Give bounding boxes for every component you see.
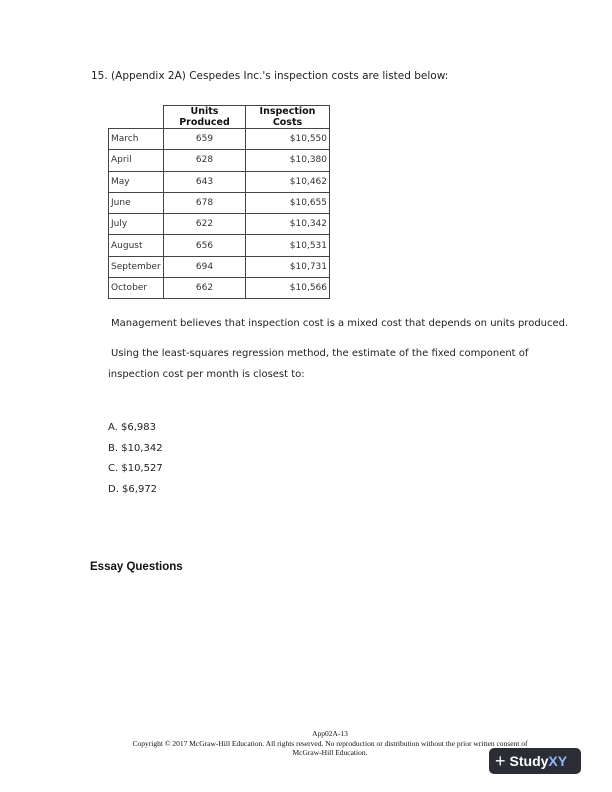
- header-units-produced: Units Produced: [164, 106, 246, 129]
- table-row: [109, 171, 330, 192]
- table-row: [109, 235, 330, 256]
- logo-text-accent: XY: [548, 753, 568, 769]
- cost-cell: $10,380: [246, 150, 330, 171]
- answer-option-a: A. $6,983: [108, 422, 157, 433]
- paragraph-mixed-cost: Management believes that inspection cost is a mixed cost that depends on units produced.: [111, 318, 569, 329]
- answer-option-d: D. $6,972: [108, 484, 158, 495]
- month-cell: July: [109, 214, 164, 235]
- section-heading-essay: Essay Questions: [90, 561, 183, 573]
- units-cell: 678: [164, 192, 246, 213]
- month-cell: October: [109, 278, 164, 299]
- table-row: [109, 129, 330, 150]
- month-cell: March: [109, 129, 164, 150]
- units-cell: 662: [164, 278, 246, 299]
- month-cell: August: [109, 235, 164, 256]
- header-blank: [109, 106, 164, 129]
- question-number: 15.: [91, 70, 108, 82]
- header-inspection-costs: Inspection Costs: [246, 106, 330, 129]
- table-row: [109, 192, 330, 213]
- units-cell: 659: [164, 129, 246, 150]
- cost-cell: $10,655: [246, 192, 330, 213]
- question-text: (Appendix 2A) Cespedes Inc.'s inspection costs are listed below:: [111, 70, 449, 82]
- month-cell: April: [109, 150, 164, 171]
- footer-page-number: App02A-13: [312, 729, 348, 738]
- studyxy-logo: [489, 748, 581, 774]
- answer-option-c: C. $10,527: [108, 463, 163, 474]
- cost-cell: $10,531: [246, 235, 330, 256]
- table-row: [109, 150, 330, 171]
- month-cell: June: [109, 192, 164, 213]
- units-cell: 628: [164, 150, 246, 171]
- units-cell: 656: [164, 235, 246, 256]
- units-cell: 643: [164, 171, 246, 192]
- logo-text-main: Study: [509, 753, 549, 769]
- answer-option-b: B. $10,342: [108, 443, 163, 454]
- table-row: [109, 256, 330, 277]
- table-row: [109, 278, 330, 299]
- footer-copyright-line1: Copyright © 2017 McGraw-Hill Education. All rights reserved. No reproduction or distribution without the prior written consent of: [132, 739, 528, 748]
- units-cell: 694: [164, 256, 246, 277]
- question-title: [91, 70, 448, 82]
- table-header-row: [109, 106, 330, 129]
- paragraph-regression-line1: Using the least-squares regression method, the estimate of the fixed component of: [111, 348, 529, 359]
- month-cell: May: [109, 171, 164, 192]
- month-cell: September: [109, 256, 164, 277]
- units-cell: 622: [164, 214, 246, 235]
- footer-copyright-line2: McGraw-Hill Education.: [292, 748, 368, 757]
- paragraph-regression-line2: inspection cost per month is closest to:: [108, 369, 305, 380]
- table-row: [109, 214, 330, 235]
- cost-cell: $10,462: [246, 171, 330, 192]
- cost-cell: $10,550: [246, 129, 330, 150]
- inspection-costs-table: [108, 105, 330, 299]
- cost-cell: $10,566: [246, 278, 330, 299]
- cost-cell: $10,731: [246, 256, 330, 277]
- plus-icon: +: [495, 750, 506, 771]
- cost-cell: $10,342: [246, 214, 330, 235]
